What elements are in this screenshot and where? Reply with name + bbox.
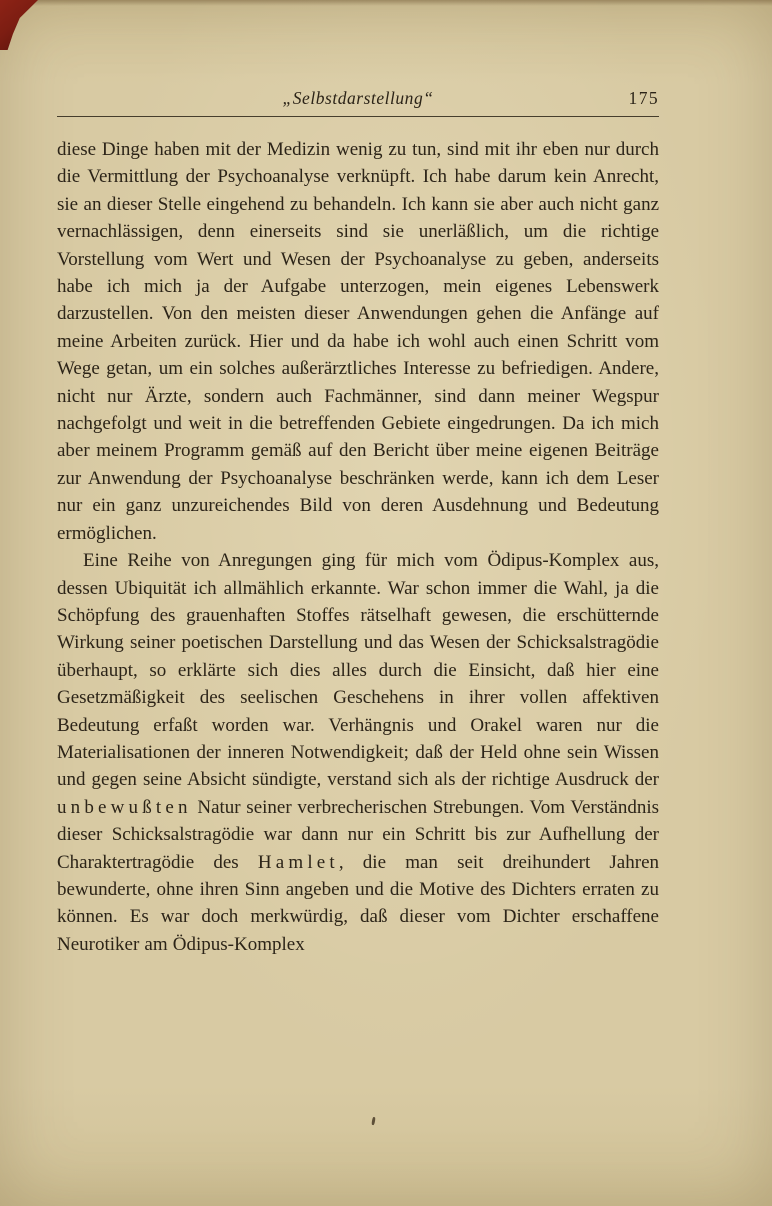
page-body: [57, 136, 659, 958]
page-number: 175: [628, 88, 659, 108]
binding-corner-decoration: [0, 0, 38, 50]
header-rule: [57, 116, 659, 117]
body-text-segment: Natur seiner verbrecherischen Strebungen. Vom Verständnis dieser Schicksalstragödie war dann nur ein Schritt bis zur Aufhellung der Charaktertragödie des: [57, 796, 659, 873]
emphasized-text: unbewußten: [57, 796, 192, 818]
body-text-segment: Eine Reihe von Anregungen ging für mich vom Ödipus-Komplex aus, dessen Ubiquität ich allmählich erkannte. War schon immer die Wahl, ja die Schöpfung des grauenhaften Stoffes rätselhaft gewesen, die erschütternde Wirkung seiner poetischen Darstellung und das Wesen der Schicksalstragödie überhaupt, so erklärte sich dies alles durch die Einsicht, daß hier eine Gesetzmäßigkeit des seelischen Geschehens in ihrer vollen affektiven Bedeutung erfaßt worden war. Verhängnis und Orakel waren nur die Materialisationen der inneren Notwendigkeit; daß der Held ohne sein Wissen und gegen seine Absicht sündigte, verstand sich als der richtige Ausdruck der: [57, 550, 659, 791]
body-text-segment: diese Dinge haben mit der Medizin wenig zu tun, sind mit ihr eben nur durch die Vermittlung der Psychoanalyse verknüpft. Ich habe darum kein Anrecht, sie an dieser Stelle eingehend zu behandeln. Ich kann sie aber auch nicht ganz vernachlässigen, denn einerseits sind sie unerläßlich, um die richtige Vorstellung vom Wert und Wesen der Psychoanalyse zu geben, anderseits habe ich mich ja der Aufgabe unterzogen, mein eigenes Lebenswerk darzustellen. Von den meisten dieser Anwendungen gehen die Anfänge auf meine Arbeiten zurück. Hier und da habe ich wohl auch einen Schritt vom Wege getan, um ein solches außerärztliches Interesse zu befriedigen. Andere, nicht nur Ärzte, sondern auch Fachmänner, sind dann meiner Wegspur nachgefolgt und weit in die betreffenden Gebiete eingedrungen. Da ich mich aber meinem Programm gemäß auf den Bericht über meine eigenen Beiträge zur Anwendung der Psychoanalyse beschränken werde, kann ich dem Leser nur ein ganz unzureichendes Bild von deren Ausdehnung und Bedeutung ermöglichen.: [57, 139, 659, 544]
paragraph: [57, 136, 659, 547]
running-head: [57, 88, 659, 109]
body-text-segment: , die man seit dreihundert Jahren bewunderte, ohne ihren Sinn angeben und die Motive des Dichters erraten zu können. Es war doch merkwürdig, daß dieser vom Dichter erschaffene Neurotiker am Ödipus-Komplex: [57, 851, 660, 955]
ink-speck-decoration: [371, 1117, 375, 1125]
page-top-edge-shadow: [0, 0, 772, 6]
page-content: [57, 88, 659, 958]
paragraph: [57, 547, 659, 958]
emphasized-text: Hamlet: [257, 851, 339, 873]
running-head-title: „Selbstdarstellung“: [282, 88, 434, 108]
